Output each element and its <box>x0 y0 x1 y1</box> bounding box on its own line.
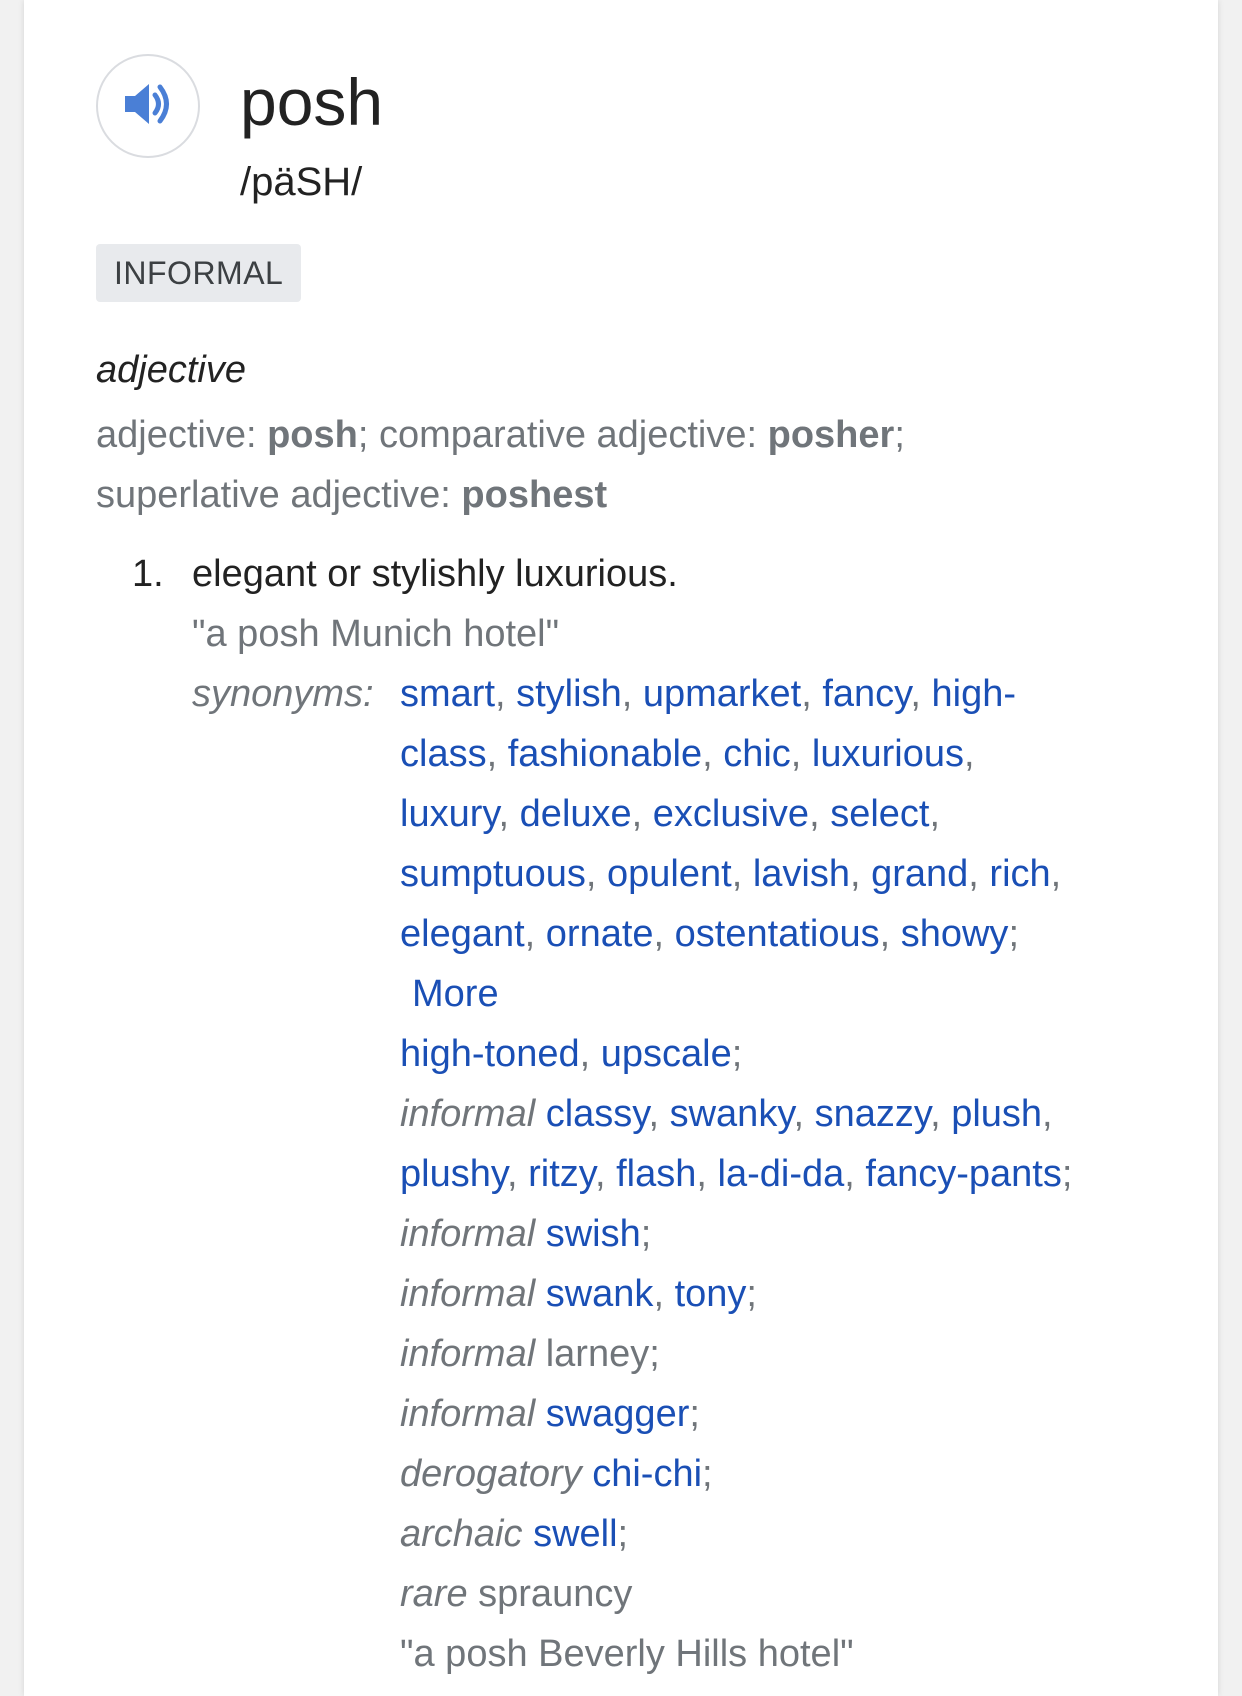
synonym-link[interactable]: chi-chi <box>592 1453 703 1495</box>
separator: , <box>844 1153 866 1195</box>
synonym-link[interactable]: smart <box>400 673 495 715</box>
separator: ; <box>689 1393 700 1435</box>
synonym-link[interactable]: upmarket <box>642 673 802 715</box>
synonym-link[interactable]: plushy <box>400 1153 508 1195</box>
synonym-line <box>400 904 1200 964</box>
synonym-link[interactable]: grand <box>871 853 969 895</box>
synonym-link[interactable]: exclusive <box>652 793 810 835</box>
separator: ; <box>731 1033 743 1075</box>
adjective-form: posh <box>267 414 358 456</box>
synonym-link[interactable]: classy <box>545 1093 649 1135</box>
separator: ; <box>1008 913 1019 955</box>
synonym-link[interactable]: class <box>400 733 487 775</box>
synonym-text: larney <box>545 1333 650 1375</box>
synonym-link[interactable]: plush <box>951 1093 1043 1135</box>
more-synonyms-link[interactable]: More <box>412 973 499 1015</box>
register-badge: INFORMAL <box>96 244 301 302</box>
synonym-line <box>400 1624 1200 1684</box>
adjective-label: adjective: <box>96 414 268 456</box>
word-forms <box>96 405 1156 525</box>
synonym-link[interactable]: la-di-da <box>717 1153 845 1195</box>
separator <box>582 1453 593 1495</box>
pronunciation-button[interactable] <box>96 54 200 158</box>
separator: , <box>653 1273 675 1315</box>
synonym-link[interactable]: flash <box>616 1153 697 1195</box>
synonym-line <box>400 1204 1200 1264</box>
synonym-line <box>400 1144 1200 1204</box>
register-label: derogatory <box>400 1453 582 1495</box>
synonym-line <box>400 784 1200 844</box>
register-label: informal <box>400 1093 536 1135</box>
register-label: rare <box>400 1573 468 1615</box>
separator: , <box>793 1093 815 1135</box>
separator: , <box>595 1153 617 1195</box>
part-of-speech: adjective <box>96 349 246 391</box>
synonym-link[interactable]: swagger <box>545 1393 690 1435</box>
separator <box>468 1573 479 1615</box>
synonym-line <box>400 724 1200 784</box>
separator: , <box>653 913 675 955</box>
synonym-line <box>400 1564 1200 1624</box>
register-label: informal <box>400 1213 536 1255</box>
synonym-line <box>400 1264 1200 1324</box>
separator: , <box>498 793 520 835</box>
comparative-label: ; comparative adjective: <box>357 414 768 456</box>
synonym-link[interactable]: swell <box>533 1513 618 1555</box>
separator: ; <box>617 1513 629 1555</box>
synonym-line <box>400 844 1200 904</box>
example-sentence: "a posh Munich hotel" <box>192 613 560 655</box>
synonym-link[interactable]: snazzy <box>814 1093 931 1135</box>
superlative-form: poshest <box>461 474 608 516</box>
synonym-link[interactable]: select <box>830 793 930 835</box>
separator: , <box>930 1093 952 1135</box>
synonym-link[interactable]: chic <box>723 733 791 775</box>
synonym-line <box>400 1084 1200 1144</box>
synonym-link[interactable]: opulent <box>607 853 732 895</box>
phonetic-spelling: /päSH/ <box>240 160 363 204</box>
separator: , <box>879 913 901 955</box>
speaker-icon <box>123 82 173 131</box>
synonyms-list <box>400 664 1200 1684</box>
synonym-link[interactable]: stylish <box>516 673 622 715</box>
synonym-link[interactable]: lavish <box>752 853 850 895</box>
separator: , <box>495 673 517 715</box>
synonym-line <box>400 1444 1200 1504</box>
superlative-label: superlative adjective: <box>96 474 462 516</box>
sense-number: 1. <box>132 553 164 595</box>
synonym-link[interactable]: deluxe <box>519 793 632 835</box>
synonym-link[interactable]: upscale <box>600 1033 732 1075</box>
separator: , <box>964 733 975 775</box>
separator <box>523 1513 534 1555</box>
separator <box>535 1213 546 1255</box>
separator: , <box>621 673 643 715</box>
separator: ; <box>640 1213 652 1255</box>
separator: , <box>486 733 508 775</box>
separator: , <box>790 733 812 775</box>
separator: , <box>631 793 653 835</box>
separator: , <box>968 853 990 895</box>
separator <box>535 1093 546 1135</box>
synonym-link[interactable]: fancy-pants <box>865 1153 1062 1195</box>
synonym-line <box>400 1384 1200 1444</box>
separator: , <box>910 673 932 715</box>
separator <box>535 1393 546 1435</box>
separator: , <box>1050 853 1062 895</box>
synonym-link[interactable]: luxurious <box>811 733 964 775</box>
separator: , <box>731 853 753 895</box>
separator: , <box>507 1153 529 1195</box>
synonym-link[interactable]: tony <box>674 1273 747 1315</box>
separator: ; <box>649 1333 660 1375</box>
separator: , <box>849 853 872 895</box>
separator: ; <box>746 1273 757 1315</box>
synonym-line <box>400 664 1200 724</box>
synonym-link[interactable]: swank <box>545 1273 654 1315</box>
synonym-link[interactable]: ornate <box>545 913 654 955</box>
synonym-link[interactable]: elegant <box>400 913 525 955</box>
headword: posh <box>240 65 384 139</box>
synonym-link[interactable]: ritzy <box>528 1153 595 1195</box>
synonym-link[interactable]: ostentatious <box>674 913 880 955</box>
separator: , <box>648 1093 670 1135</box>
separator <box>535 1273 546 1315</box>
synonym-link[interactable]: high- <box>931 673 1016 715</box>
synonym-link[interactable]: luxury <box>400 793 499 835</box>
synonym-link[interactable]: rich <box>989 853 1051 895</box>
synonym-link[interactable]: fancy <box>822 673 911 715</box>
register-label: informal <box>400 1273 536 1315</box>
register-label: archaic <box>400 1513 523 1555</box>
dictionary-card <box>24 0 1218 1696</box>
separator: , <box>585 853 608 895</box>
synonym-link[interactable]: swanky <box>669 1093 794 1135</box>
register-label: informal <box>400 1333 536 1375</box>
separator: , <box>1042 1093 1053 1135</box>
separator: , <box>524 913 546 955</box>
synonym-link[interactable]: swish <box>545 1213 641 1255</box>
synonym-line <box>400 964 1200 1024</box>
separator: , <box>809 793 831 835</box>
separator: , <box>702 733 724 775</box>
synonyms-label: synonyms: <box>192 673 374 715</box>
synonym-line <box>400 1324 1200 1384</box>
synonym-link[interactable]: showy <box>900 913 1009 955</box>
example-sentence: "a posh Beverly Hills hotel" <box>400 1633 854 1675</box>
register-label: informal <box>400 1393 536 1435</box>
separator: , <box>929 793 941 835</box>
synonym-text: sprauncy <box>478 1573 633 1615</box>
separator: ; <box>1061 1153 1073 1195</box>
synonym-link[interactable]: sumptuous <box>400 853 586 895</box>
separator <box>535 1333 546 1375</box>
forms-semicolon: ; <box>894 414 905 456</box>
definition: elegant or stylishly luxurious. <box>192 553 678 595</box>
separator: ; <box>702 1453 713 1495</box>
synonym-link[interactable]: high-toned <box>400 1033 580 1075</box>
separator: , <box>579 1033 601 1075</box>
synonym-link[interactable]: fashionable <box>507 733 703 775</box>
separator: , <box>801 673 823 715</box>
synonym-line <box>400 1024 1200 1084</box>
synonym-line <box>400 1504 1200 1564</box>
comparative-form: posher <box>767 414 895 456</box>
separator: , <box>696 1153 718 1195</box>
